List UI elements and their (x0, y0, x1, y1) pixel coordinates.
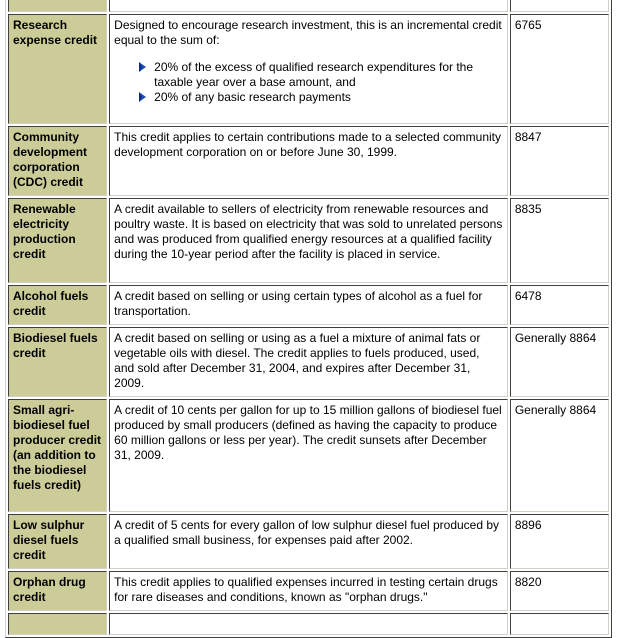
form-number-cell: 6478 (510, 285, 609, 325)
table-row (8, 327, 609, 397)
table-row (8, 14, 609, 124)
table-row (8, 126, 609, 196)
credit-description-cell: A credit based on selling or using as a fuel a mixture of animal fats or vegetable oils with diesel. The credit applies to fuels produced, used, and sold after December 31, 2004, and expires after December 31, 2009. (109, 327, 508, 397)
form-number-cell: 6765 (510, 14, 609, 124)
credit-name-cell: Low sulphur diesel fuels credit (8, 514, 107, 569)
triangle-bullet-icon (139, 62, 146, 72)
form-number-cell: 8847 (510, 126, 609, 196)
credit-name-cell: Orphan drug credit (8, 571, 107, 611)
credit-description-cell: A credit of 5 cents for every gallon of low sulphur diesel fuel produced by a qualified small business, for expenses paid after 2002. (109, 514, 508, 569)
form-number-cell: 8820 (510, 571, 609, 611)
credits-table (5, 0, 612, 638)
form-number-cell: 8896 (510, 514, 609, 569)
credit-description-cell (109, 0, 508, 12)
credit-description-cell: This credit applies to qualified expenses incurred in testing certain drugs for rare diseases and conditions, known as "orphan drugs." (109, 571, 508, 611)
credit-description-cell (109, 613, 508, 635)
credit-description-cell: This credit applies to certain contributions made to a selected community development corporation on or before June 30, 1999. (109, 126, 508, 196)
triangle-bullet-icon (139, 92, 146, 102)
bullet-text: 20% of the excess of qualified research expenditures for the taxable year over a base amount, and (154, 60, 474, 89)
credit-name-cell: Community development corporation (CDC) credit (8, 126, 107, 196)
credit-description-cell: A credit based on selling or using certain types of alcohol as a fuel for transportation. (109, 285, 508, 325)
form-number-cell (510, 0, 609, 12)
form-number-cell: Generally 8864 (510, 399, 609, 512)
credit-description-cell (109, 14, 508, 124)
list-item (154, 90, 503, 105)
credit-name-cell: Alcohol fuels credit (8, 285, 107, 325)
bullet-text: 20% of any basic research payments (154, 90, 351, 104)
credits-table-container (5, 0, 612, 638)
credit-name-cell: Small agri-biodiesel fuel producer credit (an addition to the biodiesel fuels credit) (8, 399, 107, 512)
credit-description-cell: A credit available to sellers of electricity from renewable resources and poultry waste. It is based on electricity that was sold to unrelated persons and was produced from qualified energy resources at a qualified facility during the 10-year period after the facility is placed in service. (109, 198, 508, 283)
table-row (8, 571, 609, 611)
credit-name-cell: Renewable electricity production credit (8, 198, 107, 283)
credit-description-text: Designed to encourage research investment, this is an incremental credit equal to the sum of: (114, 18, 502, 47)
credit-description-cell: A credit of 10 cents per gallon for up to 15 million gallons of biodiesel fuel produced by small producers (defined as having the capacity to produce 60 million gallons or less per year). The credit sunsets after December 31, 2009. (109, 399, 508, 512)
form-number-cell: 8835 (510, 198, 609, 283)
table-row (8, 514, 609, 569)
form-number-cell: Generally 8864 (510, 327, 609, 397)
form-number-cell (510, 613, 609, 635)
bullet-list (114, 60, 503, 105)
table-row (8, 198, 609, 283)
credit-name-cell: Research expense credit (8, 14, 107, 124)
table-row-partial (8, 0, 609, 12)
credit-name-cell (8, 0, 107, 12)
table-row (8, 285, 609, 325)
credit-name-cell (8, 613, 107, 635)
list-item (154, 60, 503, 90)
table-row (8, 399, 609, 512)
credit-name-cell: Biodiesel fuels credit (8, 327, 107, 397)
table-row-partial (8, 613, 609, 635)
